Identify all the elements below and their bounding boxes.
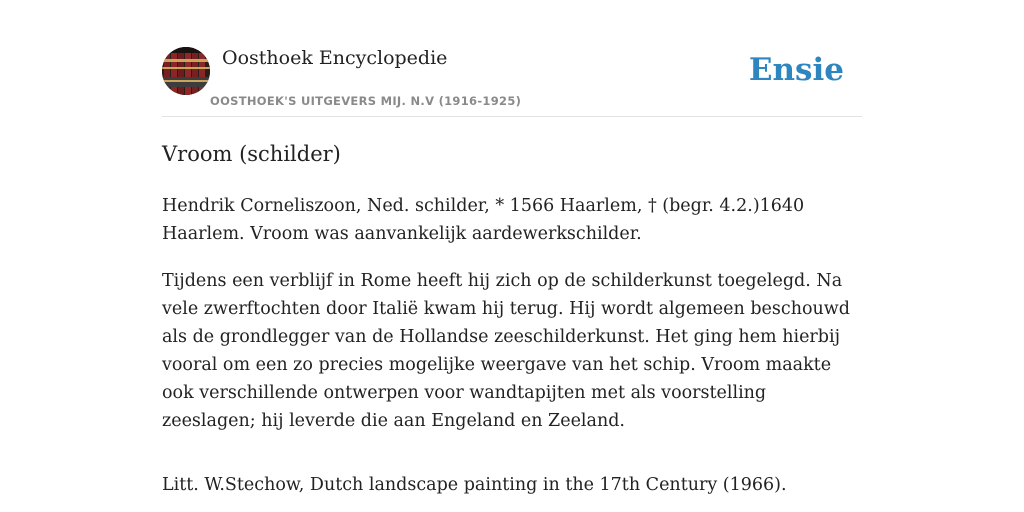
article (162, 138, 862, 499)
books-icon (162, 47, 210, 95)
publisher-label: OOSTHOEK'S UITGEVERS MIJ. N.V (1916-1925) (210, 94, 522, 108)
article-paragraph: Tijdens een verblijf in Rome heeft hij zich op de schilderkunst toegelegd. Na vele zwerftochten door Italië kwam hij terug. Hij wordt algemeen beschouwd als de grondlegger van de Hollandse zeeschilderkunst. Het ging hem hierbij vooral om een zo precies mogelijke weergave van het schip. Vroom maakte ook verschillende ontwerpen voor wandtapijten met als voorstelling zeeslagen; hij leverde die aan Engeland en Zeeland. (162, 271, 850, 431)
article-paragraph: Hendrik Corneliszoon, Ned. schilder, * 1566 Haarlem, † (begr. 4.2.)1640 Haarlem. Vroom was aanvankelijk aardewerkschilder. (162, 196, 805, 244)
encyclopedia-books-avatar[interactable] (162, 47, 210, 95)
header (162, 46, 862, 117)
article-title: Vroom (schilder) (162, 142, 341, 166)
literature-reference: Litt. W.Stechow, Dutch landscape painting in the 17th Century (1966). (162, 475, 787, 495)
encyclopedia-title[interactable]: Oosthoek Encyclopedie (222, 47, 448, 69)
ensie-logo[interactable]: Ensie (748, 52, 844, 88)
